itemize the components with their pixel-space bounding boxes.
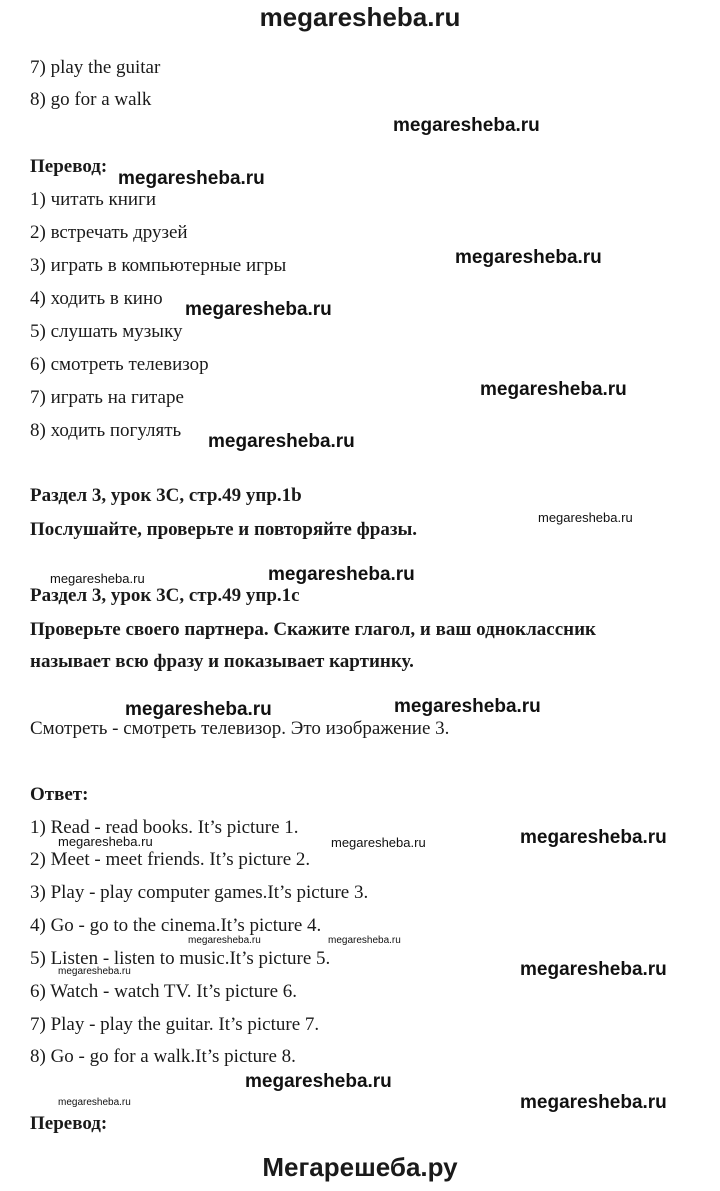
watermark: megaresheba.ru <box>328 935 401 946</box>
translation-item: 4) ходить в кино <box>30 288 163 309</box>
watermark: megaresheba.ru <box>480 379 627 400</box>
watermark: megaresheba.ru <box>58 834 153 849</box>
watermark: megaresheba.ru <box>268 564 415 585</box>
answer-item: 8) Go - go for a walk.It’s picture 8. <box>30 1046 296 1067</box>
intro-line: 8) go for a walk <box>30 89 152 110</box>
exercise-1c-title: Раздел 3, урок 3C, стр.49 упр.1c <box>30 585 300 606</box>
intro-line: 7) play the guitar <box>30 57 161 78</box>
watermark: megaresheba.ru <box>185 299 332 320</box>
watermark: megaresheba.ru <box>208 431 355 452</box>
exercise-1b-title: Раздел 3, урок 3C, стр.49 упр.1b <box>30 485 302 506</box>
translation-item: 7) играть на гитаре <box>30 387 184 408</box>
watermark: megaresheba.ru <box>520 827 667 848</box>
site-header: megaresheba.ru <box>259 2 461 32</box>
watermark: megaresheba.ru <box>520 959 667 980</box>
watermark: megaresheba.ru <box>455 247 602 268</box>
watermark: megaresheba.ru <box>58 1097 131 1108</box>
answer-item: 7) Play - play the guitar. It’s picture 7. <box>30 1014 320 1035</box>
translation-item: 8) ходить погулять <box>30 420 182 441</box>
watermark: megaresheba.ru <box>394 696 541 717</box>
translation-item: 6) смотреть телевизор <box>30 354 209 375</box>
watermark: megaresheba.ru <box>58 966 131 977</box>
exercise-1c-example: Смотреть - смотреть телевизор. Это изображение 3. <box>30 718 450 739</box>
watermark: megaresheba.ru <box>188 935 261 946</box>
answer-item: 6) Watch - watch TV. It’s picture 6. <box>30 981 298 1002</box>
translation-item: 5) слушать музыку <box>30 321 183 342</box>
answer-item: 2) Meet - meet friends. It’s picture 2. <box>30 849 311 870</box>
answer-item: 4) Go - go to the cinema.It’s picture 4. <box>30 915 322 936</box>
answer-item: 1) Read - read books. It’s picture 1. <box>30 817 299 838</box>
watermark: megaresheba.ru <box>331 835 426 850</box>
exercise-1c-instruction-line2: называет всю фразу и показывает картинку. <box>30 651 414 672</box>
watermark: megaresheba.ru <box>125 699 272 720</box>
watermark: megaresheba.ru <box>520 1092 667 1113</box>
translation-heading: Перевод: <box>30 156 108 177</box>
watermark: megaresheba.ru <box>118 168 265 189</box>
answer-item: 5) Listen - listen to music.It’s picture 5. <box>30 948 331 969</box>
answer-item: 3) Play - play computer games.It’s picture 3. <box>30 882 369 903</box>
watermark: megaresheba.ru <box>245 1071 392 1092</box>
translation-2-heading: Перевод: <box>30 1113 108 1134</box>
answer-heading: Ответ: <box>30 784 89 805</box>
translation-item: 3) играть в компьютерные игры <box>30 255 287 276</box>
watermark: megaresheba.ru <box>393 115 540 136</box>
exercise-1b-instruction: Послушайте, проверьте и повторяйте фразы. <box>30 519 418 540</box>
translation-item: 2) встречать друзей <box>30 222 188 243</box>
site-footer: Мегарешеба.ру <box>262 1152 458 1182</box>
watermark: megaresheba.ru <box>538 510 633 525</box>
exercise-1c-instruction-line1: Проверьте своего партнера. Скажите глагол, и ваш одноклассник <box>30 619 597 640</box>
translation-item: 1) читать книги <box>30 189 157 210</box>
watermark: megaresheba.ru <box>50 571 145 586</box>
